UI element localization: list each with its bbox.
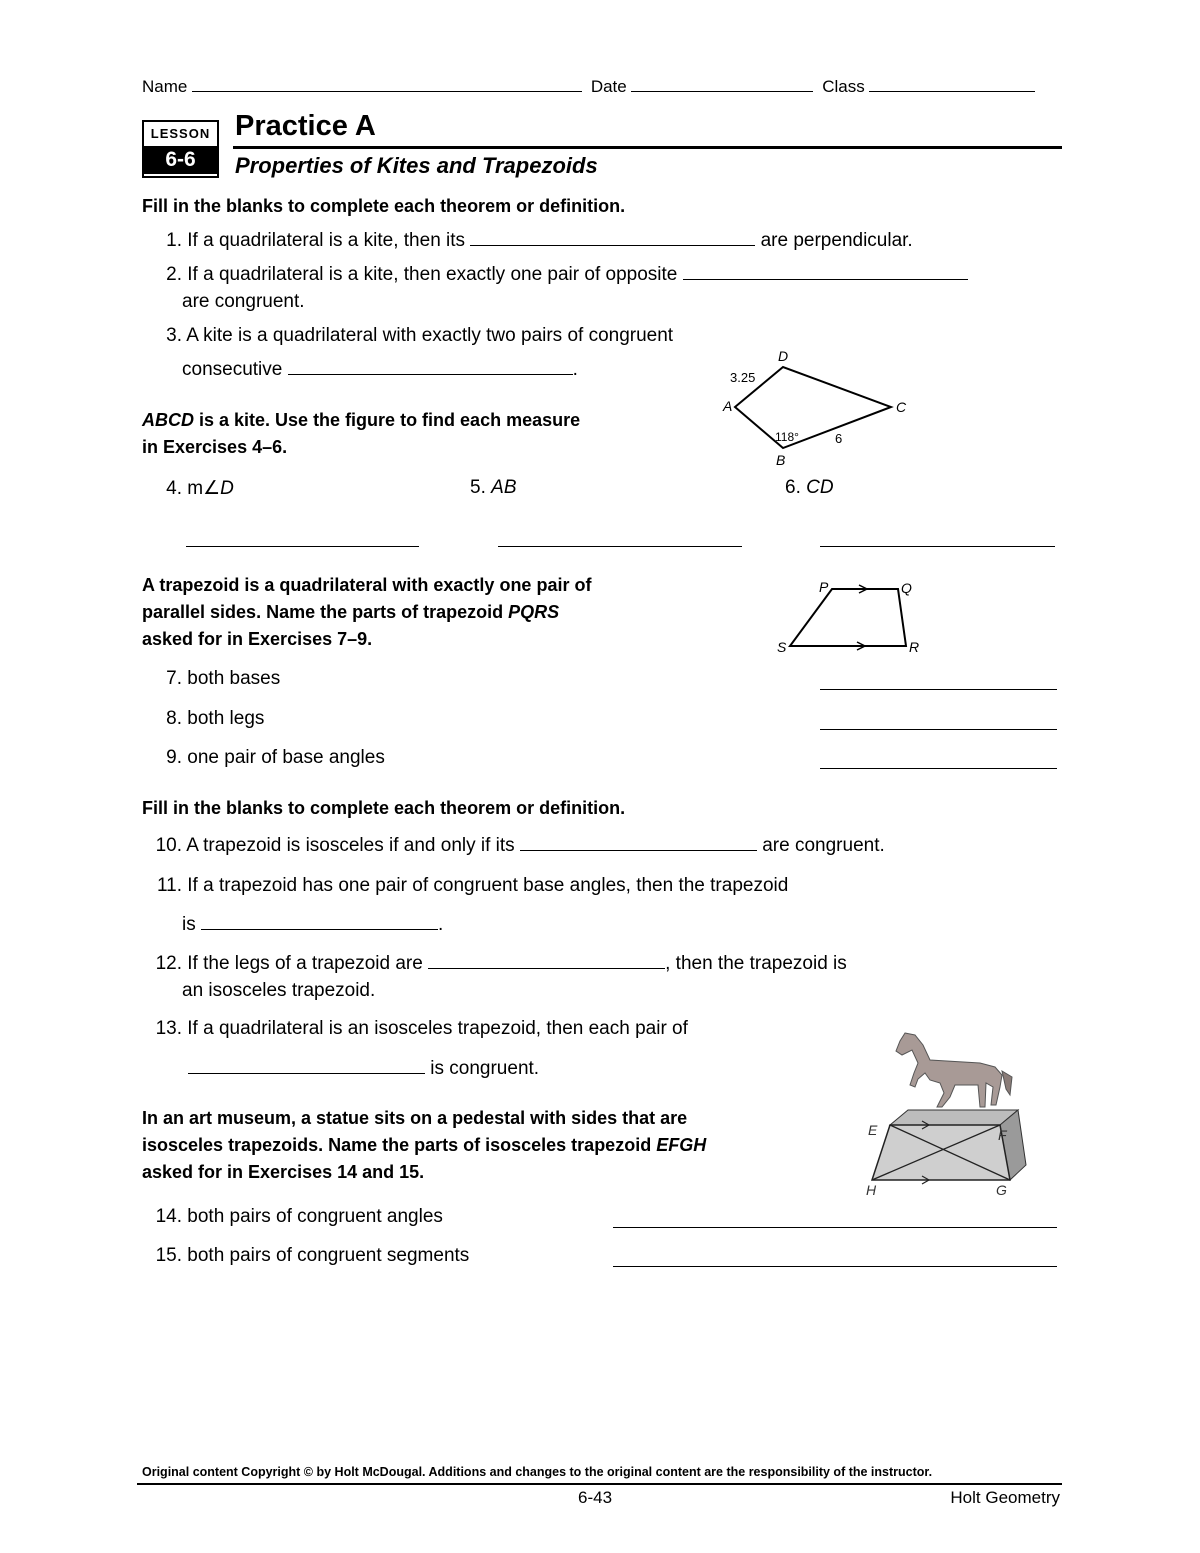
q1-text-before: If a quadrilateral is a kite, then its [187, 230, 466, 251]
q3-line2: consecutive [182, 359, 283, 380]
q10-blank[interactable] [520, 836, 757, 851]
question-7 [142, 668, 280, 690]
q12-blank[interactable] [428, 954, 665, 969]
q9-text: one pair of base angles [187, 747, 385, 768]
q11-line2-row [182, 914, 443, 936]
q13-line1: If a quadrilateral is an isosceles trapezoid, then each pair of [187, 1018, 688, 1039]
q13-line2-row [188, 1058, 539, 1080]
page-subtitle: Properties of Kites and Trapezoids [235, 153, 598, 178]
q9-answer-line[interactable] [820, 768, 1057, 769]
kite-instruction-rest1: is a kite. Use the figure to find each measure [194, 410, 581, 430]
kite-label-a: A [723, 398, 733, 414]
q5-answer-line[interactable] [498, 546, 742, 547]
q8-number: 8. [166, 708, 182, 729]
class-field[interactable] [869, 77, 1035, 92]
question-10 [142, 835, 885, 857]
q8-text: both legs [187, 708, 265, 729]
question-6 [785, 477, 834, 499]
q11-line1: If a trapezoid has one pair of congruent base angles, then the trapezoid [187, 875, 789, 896]
q12-line2: an isosceles trapezoid. [182, 980, 376, 1001]
q1-blank[interactable] [470, 231, 755, 246]
q14-text: both pairs of congruent angles [187, 1206, 443, 1227]
trapezoid-figure [770, 575, 930, 660]
title-rule [233, 146, 1062, 149]
question-15 [142, 1245, 469, 1267]
q10-number: 10. [155, 835, 182, 856]
q3-end: . [572, 359, 578, 380]
trapezoid-instruction-line2a: parallel sides. Name the parts of trapezoid [142, 602, 509, 622]
q11-number: 11. [156, 875, 182, 896]
name-field[interactable] [192, 77, 582, 92]
question-14 [142, 1206, 443, 1228]
statue-label-f: F [998, 1127, 1007, 1143]
q11-line2: is [182, 914, 196, 935]
kite-instruction-name: ABCD [142, 410, 194, 430]
q12-text-after: , then the trapezoid is [665, 953, 847, 974]
statue-label-h: H [866, 1182, 877, 1198]
question-2 [142, 264, 968, 286]
statue-label-e: E [868, 1122, 878, 1138]
name-label: Name [142, 77, 188, 96]
q6-answer-line[interactable] [820, 546, 1055, 547]
section1-instruction: Fill in the blanks to complete each theorem or definition. [142, 196, 626, 216]
q13-number: 13. [155, 1018, 182, 1039]
footer-copyright: Original content Copyright © by Holt McDougal. Additions and changes to the original content are the responsibility of the instructor. [142, 1465, 933, 1479]
q1-number: 1. [166, 230, 182, 251]
lesson-badge [142, 120, 219, 178]
q2-blank[interactable] [683, 265, 968, 280]
q15-text: both pairs of congruent segments [187, 1245, 470, 1266]
trapezoid-label-r: R [909, 639, 920, 655]
question-1 [142, 230, 913, 252]
trapezoid-instruction-line1: A trapezoid is a quadrilateral with exactly one pair of [142, 575, 592, 595]
kite-instruction [142, 407, 580, 461]
q11-end: . [438, 914, 444, 935]
statue-instruction-line1: In an art museum, a statue sits on a pedestal with sides that are [142, 1108, 688, 1128]
question-9 [142, 747, 385, 769]
class-label: Class [822, 77, 865, 96]
q6-number: 6. [785, 477, 801, 498]
trapezoid-shape [790, 589, 906, 646]
q4-answer-line[interactable] [186, 546, 419, 547]
trapezoid-instruction-line3: asked for in Exercises 7–9. [142, 629, 373, 649]
lesson-label: LESSON [150, 126, 211, 141]
q2-line2: are congruent. [182, 291, 305, 312]
q14-number: 14. [155, 1206, 182, 1227]
q13-line2: is congruent. [430, 1058, 540, 1079]
trapezoid-instruction [142, 572, 591, 653]
date-label: Date [590, 77, 627, 96]
q3-line2-row [182, 359, 578, 381]
lesson-number: 6-6 [144, 146, 217, 174]
q7-answer-line[interactable] [820, 689, 1057, 690]
trapezoid-label-q: Q [901, 580, 912, 596]
question-8 [142, 708, 264, 730]
q2-text-before: If a quadrilateral is a kite, then exactly one pair of opposite [187, 264, 678, 285]
q5-text: AB [491, 477, 517, 498]
kite-figure [715, 345, 915, 470]
kite-angle-b: 118° [775, 430, 799, 444]
q4-text-m: m∠ [187, 478, 221, 499]
kite-shape [735, 367, 891, 448]
q13-blank[interactable] [188, 1059, 425, 1074]
q8-answer-line[interactable] [820, 729, 1057, 730]
pedestal-top [890, 1110, 1018, 1125]
q6-text: CD [806, 477, 834, 498]
horse-icon [896, 1033, 1012, 1107]
kite-instruction-rest2: in Exercises 4–6. [142, 437, 288, 457]
question-11 [142, 875, 788, 897]
kite-side-ad: 3.25 [730, 370, 756, 385]
statue-instruction-line2a: isosceles trapezoids. Name the parts of isosceles trapezoid [142, 1135, 657, 1155]
section2-instruction: Fill in the blanks to complete each theorem or definition. [142, 798, 626, 818]
kite-side-bc: 6 [835, 431, 843, 446]
question-12 [142, 953, 847, 975]
footer-page-number: 6-43 [578, 1488, 613, 1507]
statue-label-g: G [996, 1182, 1007, 1198]
statue-instruction-line3: asked for in Exercises 14 and 15. [142, 1162, 425, 1182]
header-row [142, 77, 1035, 97]
q7-number: 7. [166, 668, 182, 689]
trapezoid-instruction-name: PQRS [508, 602, 560, 622]
q12-text-before: If the legs of a trapezoid are [187, 953, 423, 974]
statue-instruction-name: EFGH [656, 1135, 707, 1155]
date-field[interactable] [631, 77, 813, 92]
question-3 [142, 325, 673, 347]
q4-number: 4. [166, 478, 182, 499]
q4-text-var: D [220, 478, 234, 499]
q15-number: 15. [155, 1245, 182, 1266]
question-13 [142, 1018, 688, 1040]
q10-text-before: A trapezoid is isosceles if and only if its [186, 835, 515, 856]
q3-blank[interactable] [288, 360, 573, 375]
kite-label-b: B [776, 452, 786, 468]
statue-figure [860, 1025, 1040, 1200]
q2-number: 2. [166, 264, 182, 285]
q14-answer-line[interactable] [613, 1227, 1057, 1228]
question-4 [142, 477, 234, 500]
q11-blank[interactable] [201, 915, 438, 930]
q7-text: both bases [187, 668, 281, 689]
q3-number: 3. [166, 325, 182, 346]
trapezoid-label-s: S [777, 639, 787, 655]
footer-rule [137, 1483, 1062, 1485]
q15-answer-line[interactable] [613, 1266, 1057, 1267]
q9-number: 9. [166, 747, 182, 768]
kite-label-c: C [896, 399, 907, 415]
q3-line1: A kite is a quadrilateral with exactly two pairs of congruent [186, 325, 674, 346]
question-5 [470, 477, 517, 499]
statue-instruction [142, 1105, 706, 1186]
q5-number: 5. [470, 477, 486, 498]
q12-number: 12. [155, 953, 182, 974]
q1-text-after: are perpendicular. [760, 230, 913, 251]
q10-text-after: are congruent. [762, 835, 885, 856]
page-title: Practice A [235, 110, 376, 142]
kite-label-d: D [778, 348, 789, 364]
footer-book-title: Holt Geometry [950, 1488, 1060, 1507]
trapezoid-label-p: P [819, 579, 829, 595]
